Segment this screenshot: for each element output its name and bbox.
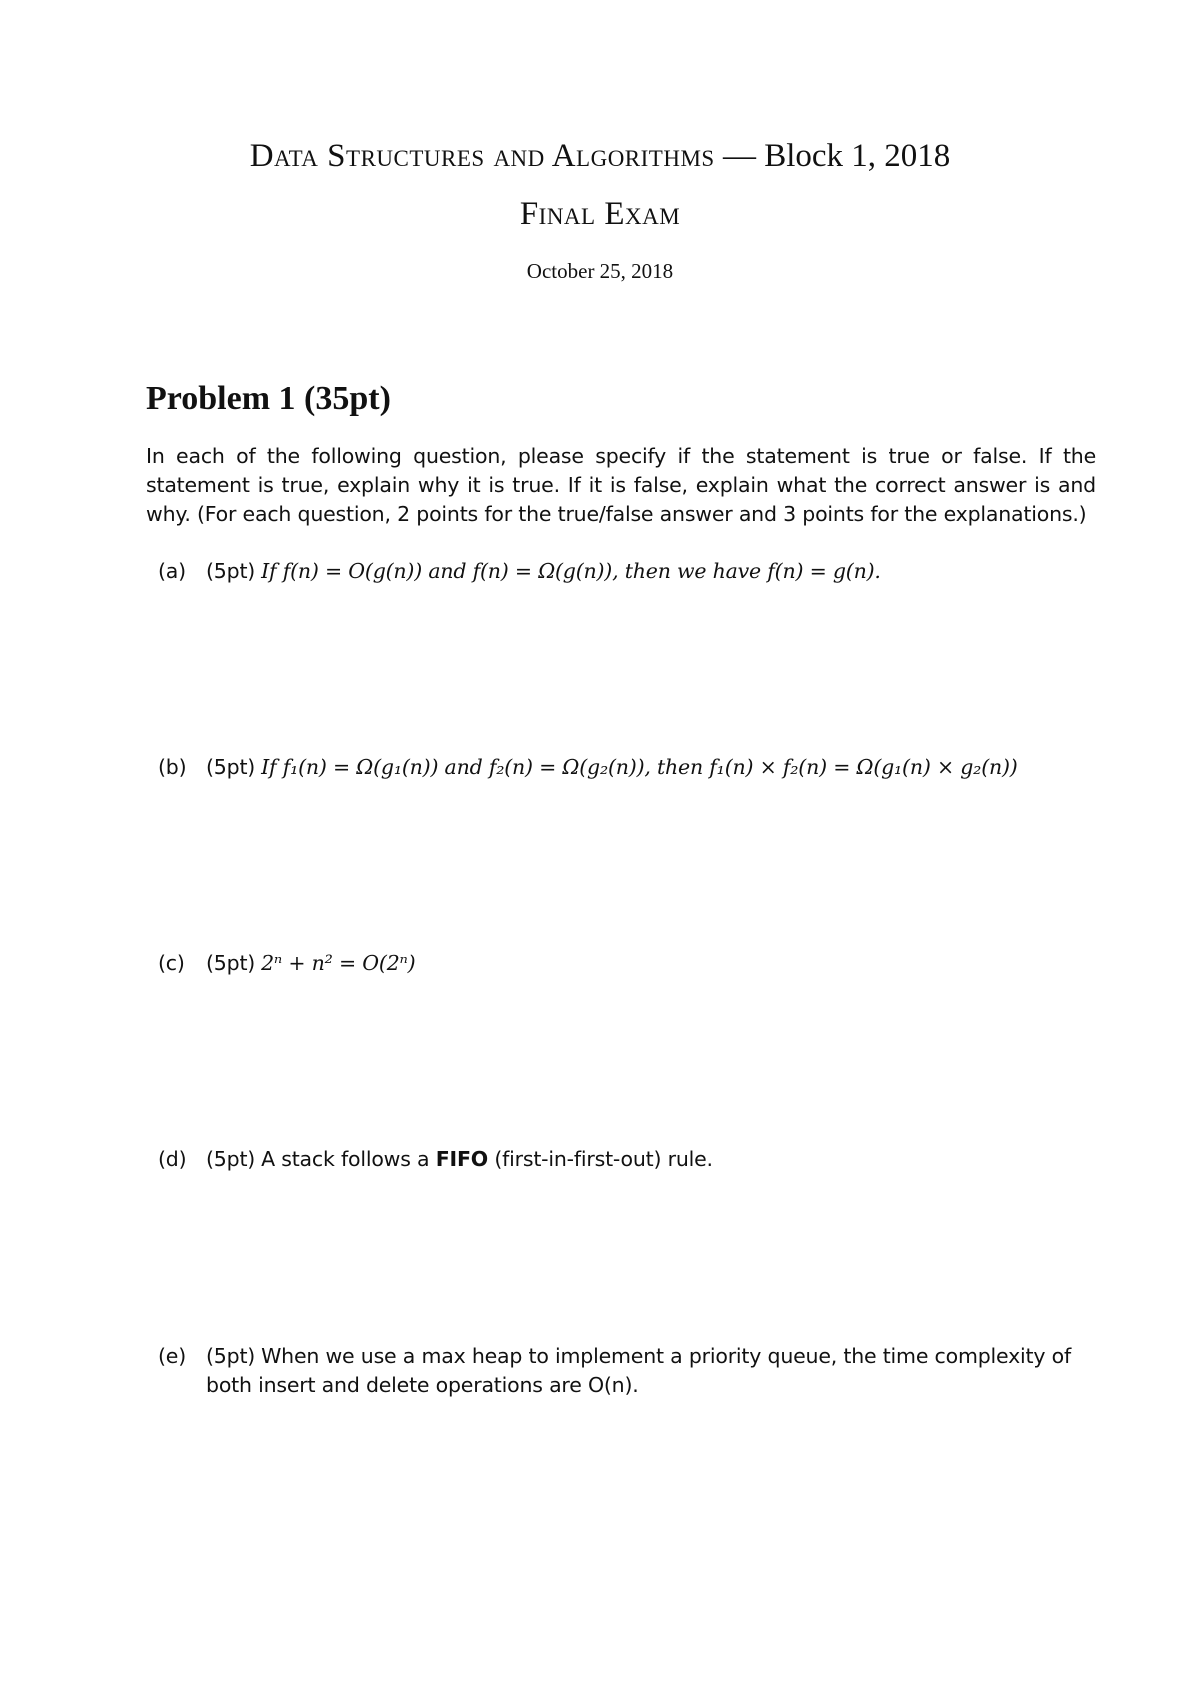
question-text: 2ⁿ + n² = O(2ⁿ) bbox=[261, 951, 416, 975]
question-label: (c) bbox=[158, 951, 185, 975]
question-b bbox=[158, 753, 1098, 782]
question-label: (d) bbox=[158, 1147, 187, 1171]
question-label: (e) bbox=[158, 1344, 187, 1368]
question-text-end: (first-in-first-out) rule. bbox=[494, 1147, 713, 1171]
question-text-start: A stack follows a bbox=[261, 1147, 430, 1171]
fifo-term: FIFO bbox=[435, 1147, 488, 1171]
question-text: If f₁(n) = Ω(g₁(n)) and f₂(n) = Ω(g₂(n)), then f₁(n) × f₂(n) = Ω(g₁(n) × g₂(n)) bbox=[261, 755, 1018, 779]
exam-date: October 25, 2018 bbox=[526, 259, 674, 283]
question-points: (5pt) bbox=[206, 559, 256, 583]
question-e bbox=[158, 1342, 1098, 1400]
question-text: If f(n) = O(g(n)) and f(n) = Ω(g(n)), then we have f(n) = g(n). bbox=[261, 559, 881, 583]
problem-instructions: In each of the following question, please specify if the statement is true or false. If the statement is true, explain why it is true. If it is false, explain what the correct answer is and why. (For each question, 2 points for the true/false answer and 3 points for the explanations.) bbox=[146, 444, 1096, 526]
question-points: (5pt) bbox=[206, 1344, 256, 1368]
course-title: Data Structures and Algorithms bbox=[249, 138, 715, 174]
course-block: — Block 1, 2018 bbox=[722, 138, 951, 174]
question-a bbox=[158, 557, 1098, 586]
question-label: (b) bbox=[158, 755, 187, 779]
question-points: (5pt) bbox=[206, 951, 256, 975]
question-text: When we use a max heap to implement a priority queue, the time complexity of both insert and delete operations are O(n). bbox=[206, 1344, 1071, 1397]
question-d bbox=[158, 1145, 1098, 1174]
question-points: (5pt) bbox=[206, 1147, 256, 1171]
problem-heading: Problem 1 (35pt) bbox=[146, 380, 391, 417]
course-title-line bbox=[0, 138, 1200, 175]
question-label: (a) bbox=[158, 559, 186, 583]
exam-title: Final Exam bbox=[519, 196, 681, 232]
question-points: (5pt) bbox=[206, 755, 256, 779]
question-c bbox=[158, 949, 1098, 978]
